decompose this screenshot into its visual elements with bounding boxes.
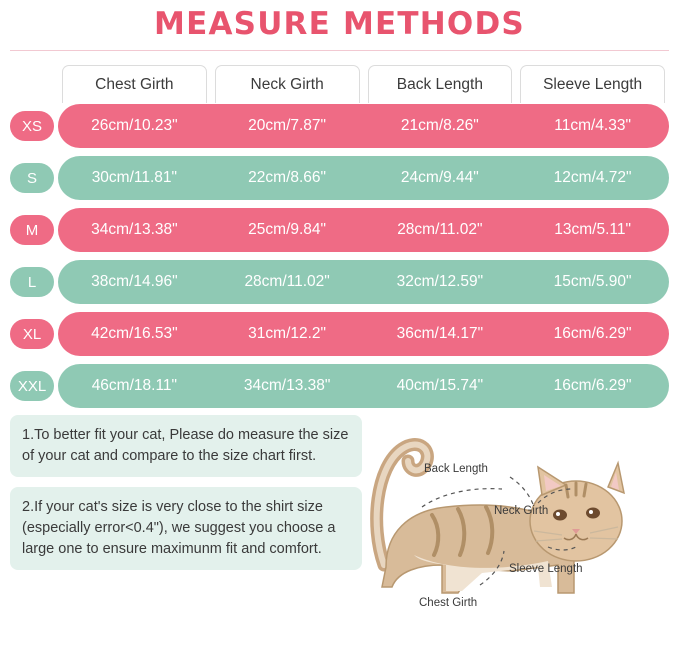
cell-chest-girth: 26cm/10.23" [91, 117, 178, 134]
row-values-xl [58, 312, 669, 356]
size-badge-s: S [10, 163, 54, 193]
column-header-back-length: Back Length [368, 65, 513, 103]
cell-sleeve-length: 16cm/6.29" [553, 377, 632, 394]
column-header-sleeve-length: Sleeve Length [520, 65, 665, 103]
size-badge-xl: XL [10, 319, 54, 349]
cell-neck-girth: 20cm/7.87" [248, 117, 327, 134]
cell-back-length: 32cm/12.59" [396, 273, 484, 290]
cat-illustration [362, 415, 669, 615]
cell-sleeve-length: 13cm/5.11" [554, 221, 631, 238]
label-back-length: Back Length [424, 463, 488, 475]
cell-chest-girth: 30cm/11.81" [91, 169, 178, 186]
cell-sleeve-length: 11cm/4.33" [554, 117, 631, 134]
title-section [0, 0, 679, 51]
table-row [10, 207, 669, 253]
cell-back-length: 28cm/11.02" [397, 221, 483, 238]
label-neck-girth: Neck Girth [494, 505, 549, 517]
cell-neck-girth: 34cm/13.38" [243, 377, 331, 394]
table-row [10, 259, 669, 305]
cell-neck-girth: 25cm/9.84" [248, 221, 327, 238]
note-item-2: 2.If your cat's size is very close to the shirt size (especially error<0.4"), we suggest you choose a large one to ensure maximunm fit and comfort. [10, 487, 362, 570]
cell-sleeve-length: 16cm/6.29" [553, 325, 632, 342]
size-badge-xs: XS [10, 111, 54, 141]
row-values-s [58, 156, 669, 200]
row-values-xs [58, 104, 669, 148]
size-chart-table [0, 61, 679, 409]
cell-back-length: 36cm/14.17" [396, 325, 484, 342]
page-title: MEASURE METHODS [154, 6, 525, 42]
cell-sleeve-length: 15cm/5.90" [553, 273, 632, 290]
column-header-chest-girth: Chest Girth [62, 65, 207, 103]
table-row [10, 155, 669, 201]
bottom-section [0, 415, 679, 615]
cat-drawing-icon [362, 415, 662, 620]
label-chest-girth: Chest Girth [419, 597, 478, 609]
cell-neck-girth: 22cm/8.66" [248, 169, 327, 186]
note-item-1: 1.To better fit your cat, Please do measure the size of your cat and compare to the size chart first. [10, 415, 362, 477]
cell-sleeve-length: 12cm/4.72" [553, 169, 632, 186]
cell-neck-girth: 28cm/11.02" [244, 273, 330, 290]
size-badge-l: L [10, 267, 54, 297]
table-header-row [58, 61, 669, 103]
row-values-l [58, 260, 669, 304]
cell-chest-girth: 38cm/14.96" [91, 273, 178, 290]
label-sleeve-length: Sleeve Length [509, 563, 583, 575]
row-values-m [58, 208, 669, 252]
cell-back-length: 21cm/8.26" [400, 117, 479, 134]
table-row [10, 103, 669, 149]
size-badge-m: M [10, 215, 54, 245]
row-values-xxl [58, 364, 669, 408]
cell-chest-girth: 42cm/16.53" [91, 325, 178, 342]
table-row [10, 311, 669, 357]
cell-chest-girth: 46cm/18.11" [91, 377, 178, 394]
cell-neck-girth: 31cm/12.2" [248, 325, 327, 342]
cell-back-length: 40cm/15.74" [396, 377, 484, 394]
cell-back-length: 24cm/9.44" [400, 169, 479, 186]
size-badge-xxl: XXL [10, 371, 54, 401]
cell-chest-girth: 34cm/13.38" [91, 221, 178, 238]
table-row [10, 363, 669, 409]
column-header-neck-girth: Neck Girth [215, 65, 360, 103]
title-divider [10, 50, 669, 51]
notes-list [10, 415, 362, 615]
